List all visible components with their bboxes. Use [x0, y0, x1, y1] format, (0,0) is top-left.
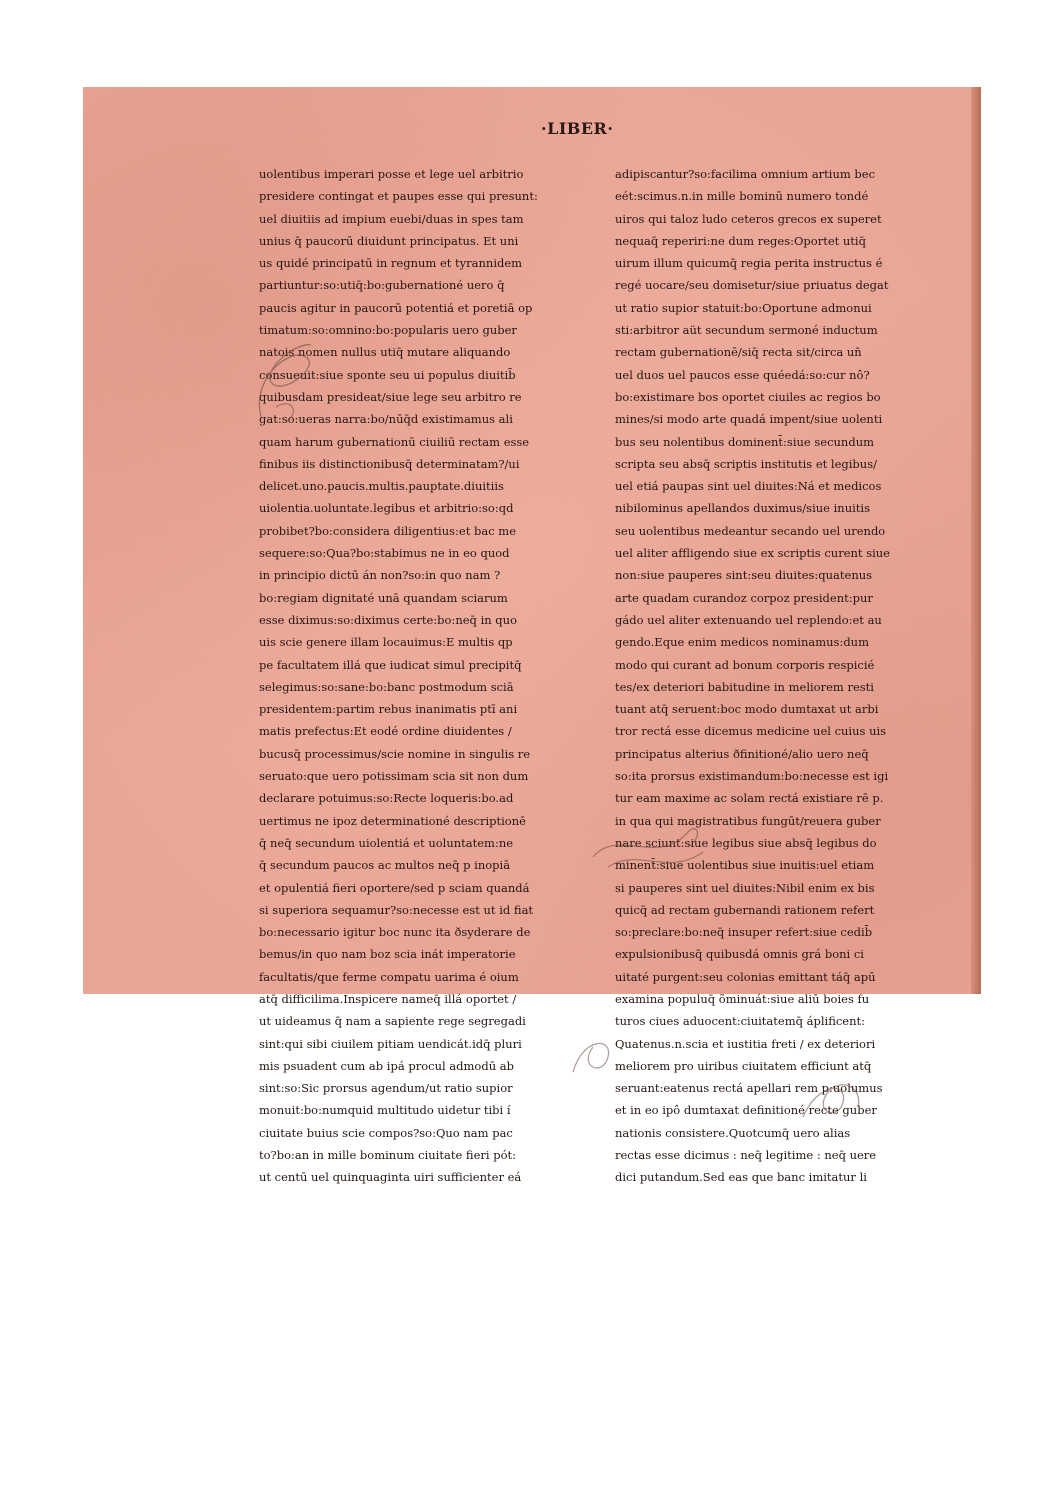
right-column-line: nationis consistere.Quotcumq̄ uero alias — [615, 1125, 851, 1140]
left-column-line: facultatis/que ferme compatu uarima é oium — [259, 969, 519, 984]
right-column-line: meliorem pro uiribus ciuitatem efficiunt atq̄ — [615, 1058, 872, 1073]
left-column-line: gat:so:ueras narra:bo/nūq̄d existimamus ali — [259, 412, 513, 427]
left-column-line: presidentem:partim rebus inanimatis ptī ani — [259, 702, 518, 717]
right-column-line: si pauperes sint uel diuites:Nibil enim ex bis — [615, 880, 875, 895]
right-column-line: expulsionibusq̄ quibusdá omnis grá boni ci — [615, 947, 864, 962]
left-column-line: seruato:que uero potissimam scia sit non dum — [259, 769, 529, 784]
right-column-line: uiros qui taloz ludo ceteros grecos ex superet — [615, 211, 882, 226]
left-column-line: quam harum gubernationū ciuiliū rectam esse — [259, 434, 530, 449]
left-column-line: natois nomen nullus utiq̄ mutare aliquando — [259, 345, 511, 360]
left-column-line: timatum:so:omnino:bo:popularis uero guber — [259, 323, 517, 338]
left-column-line: selegimus:so:sane:bo:banc postmodum sciā — [259, 679, 514, 694]
book-leaf — [83, 87, 975, 1185]
right-column-line: gendo.Eque enim medicos nominamus:dum — [615, 635, 869, 650]
right-column-line: so:ita prorsus existimandum:bo:necesse est igi — [615, 769, 889, 784]
right-column-line: tes/ex deteriori babitudine in meliorem resti — [615, 679, 874, 694]
left-column-line: unius q̄ paucorū diuidunt principatus. Et uni — [259, 233, 519, 248]
stamp-mark-center — [588, 807, 708, 877]
left-column-line: paucis agitur in paucorū potentiá et poretiā op — [259, 300, 533, 315]
right-column-line: nare sciunt:siue legibus siue absq̄ legibus do — [615, 835, 877, 850]
right-column-line: tur eam maxime ac solam rectá existiare rē p. — [615, 791, 884, 806]
left-column-line: to?bo:an in mille bominum ciuitate fieri pót: — [259, 1148, 517, 1163]
left-column-line: quibusdam presideat/siue lege seu arbitro re — [259, 389, 522, 404]
left-column-line: uertimus ne ipoz determinationé descriptionē — [259, 813, 526, 828]
left-column-line: mis psuadent cum ab ipá procul admodū ab — [259, 1058, 514, 1073]
left-text-column — [259, 163, 589, 1189]
right-column-line: regé uocare/seu domisetur/siue priuatus degat — [615, 278, 889, 293]
left-column-line: monuit:bo:numquid multitudo uidetur tibi í — [259, 1103, 511, 1118]
right-column-line: non:siue pauperes sint:seu diuites:quatenus — [615, 568, 873, 583]
left-column-line: in principio dictū án non?so:in quo nam ? — [259, 568, 501, 583]
right-column-line: dici putandum.Sed eas que banc imitatur li — [615, 1170, 867, 1185]
right-column-line: rectam gubernationē/siq̄ recta sit/circa un̄ — [615, 345, 862, 360]
right-column-line: nequaq̄ reperiri:ne dum reges:Oportet utiq̄ — [615, 233, 866, 248]
right-column-line: turos ciues aduocent:ciuitatemq̄ áplificent: — [615, 1014, 866, 1029]
right-column-line: tuant atq̄ seruent:boc modo dumtaxat ut arbi — [615, 702, 879, 717]
left-column-line: bo:regiam dignitaté unā quandam sciarum — [259, 590, 508, 605]
right-column-line: uel duos uel paucos esse quéedá:so:cur nô? — [615, 367, 870, 382]
left-column-line: delicet.uno.paucis.multis.pauptate.diuitiis — [259, 479, 504, 494]
right-column-line: bus seu nolentibus dominent̄:siue secundum — [615, 434, 875, 449]
left-column-line: q̄ neq̄ secundum uiolentiá et uoluntatem:ne — [259, 835, 514, 850]
left-column-line: esse diximus:so:diximus certe:bo:neq̄ in quo — [259, 612, 517, 627]
right-column-line: et in eo ipô dumtaxat definitioné recte guber — [615, 1103, 877, 1118]
right-column-line: eét:scimus.n.in mille bominū numero tondé — [615, 189, 869, 204]
left-column-line: pe facultatem illá que iudicat simul precipitq̄ — [259, 657, 522, 672]
right-column-line: mines/si modo arte quadá impent/siue uolenti — [615, 412, 883, 427]
left-column-line: finibus iis distinctionibusq̄ determinatam?/ui — [259, 456, 520, 471]
right-column-line: scripta seu absq̄ scriptis institutis et legibus/ — [615, 456, 877, 471]
right-column-line: gádo uel aliter extenuando uel replendo:et au — [615, 612, 882, 627]
stamp-mark-bottom — [563, 1032, 633, 1082]
right-column-line: Quatenus.n.scia et iustitia freti / ex deteriori — [615, 1036, 876, 1051]
right-column-line: adipiscantur?so:facilima omnium artium bec — [615, 167, 876, 181]
left-column-line: uel diuitiis ad impium euebi/duas in spes tam — [259, 211, 524, 226]
left-column-line: declarare potuimus:so:Recte loqueris:bo.ad — [259, 791, 514, 806]
right-column-line: quicq̄ ad rectam gubernandi rationem refert — [615, 902, 875, 917]
right-column-line: arte quadam curandoz corpoz president:pur — [615, 590, 873, 605]
left-column-line: ut uideamus q̄ nam a sapiente rege segregadi — [259, 1014, 526, 1029]
left-column-line: consueuit:siue sponte seu ui populus diuitib̄ — [259, 367, 516, 382]
right-column-line: seruant:eatenus rectá apellari rem p:uolumus — [615, 1081, 883, 1096]
right-column-line: tror rectá esse dicemus medicine uel cuius uis — [615, 724, 887, 739]
left-column-line: uiolentia.uoluntate.legibus et arbitrio:so:qd — [259, 501, 514, 516]
right-column-line: uitaté purgent:seu colonias emittant táq̄ apū — [615, 969, 876, 984]
right-column-line: uel aliter affligendo siue ex scriptis curent siue — [615, 546, 890, 561]
right-column-line: seu uolentibus medeantur secando uel urendo — [615, 523, 886, 538]
right-column-line: in qua qui magistratibus fungūt/reuera guber — [615, 813, 881, 828]
left-column-line: us quidé principatū in regnum et tyrannidem — [259, 256, 523, 271]
left-column-line: uis scie genere illam locauimus:E multis qp — [259, 635, 513, 650]
left-column-line: q̄ secundum paucos ac multos neq̄ p inopiā — [259, 858, 511, 873]
right-column-line: minent̄:siue uolentibus siue inuitis:uel etiam — [615, 858, 875, 873]
right-column-line: modo qui curant ad bonum corporis respicié — [615, 657, 875, 672]
right-column-line: bo:existimare bos oportet ciuiles ac regios bo — [615, 389, 881, 404]
right-column-line: examina populuq̄ õminuát:siue aliū boies fu — [615, 991, 870, 1006]
right-column-line: so:preclare:bo:neq̄ insuper refert:siue cedib̄ — [615, 925, 873, 940]
left-column-line: partiuntur:so:utiq̄:bo:gubernationé uero q̄ — [259, 278, 505, 293]
stamp-mark-left — [251, 337, 321, 427]
right-column-line: rectas esse dicimus : neq̄ legitime : neq̄ uere — [615, 1148, 877, 1163]
left-column-line: uolentibus imperari posse et lege uel arbitrio — [259, 167, 524, 181]
left-column-line: sint:qui sibi ciuilem pitiam uendicát.idq̄ pluri — [259, 1036, 522, 1051]
left-column-line: atq̄ difficilima.Inspicere nameq̄ illá oportet / — [259, 991, 517, 1006]
left-column-line: et opulentiá fieri oportere/sed p sciam quandá — [259, 880, 530, 895]
right-text-column — [615, 163, 959, 1189]
right-column-line: principatus alterius ðfinitioné/alio uero neq̄ — [615, 746, 869, 761]
right-column-line: nibilominus apellandos duximus/siue inuitis — [615, 501, 870, 516]
stamp-mark-right — [793, 1072, 873, 1132]
left-column-line: ut centū uel quinquaginta uiri sufficienter eá — [259, 1170, 522, 1185]
left-column-line: sequere:so:Qua?bo:stabimus ne in eo quod — [259, 546, 510, 561]
left-column-line: sint:so:Sic prorsus agendum/ut ratio supior — [259, 1081, 513, 1096]
left-column-line: ciuitate buius scie compos?so:Quo nam pac — [259, 1125, 513, 1140]
right-column-line: sti:arbitror aüt secundum sermoné inductum — [615, 323, 878, 338]
left-column-line: bucusq̄ processimus/scie nomine in singulis re — [259, 746, 531, 761]
left-column-line: bo:necessario igitur boc nunc ita ðsyderare de — [259, 925, 531, 940]
right-column-line: uirum illum quicumq̄ regia perita instructus é — [615, 256, 883, 271]
page-edge-shadow — [971, 87, 981, 994]
running-head: ·LIBER· — [541, 119, 614, 138]
left-column-line: matis prefectus:Et eodé ordine diuidentes / — [259, 724, 512, 739]
left-column-line: probibet?bo:considera diligentius:et bac me — [259, 523, 517, 538]
right-column-line: uel etiá paupas sint uel diuites:Ná et medicos — [615, 479, 882, 494]
left-column-line: presidere contingat et paupes esse qui presunt: — [259, 189, 538, 204]
left-column-line: bemus/in quo nam boz scia inát imperatorie — [259, 947, 516, 962]
scanned-page-photo — [83, 87, 981, 1185]
left-column-line: si superiora sequamur?so:necesse est ut id fiat — [259, 902, 534, 917]
right-column-line: ut ratio supior statuit:bo:Oportune admonui — [615, 300, 872, 315]
